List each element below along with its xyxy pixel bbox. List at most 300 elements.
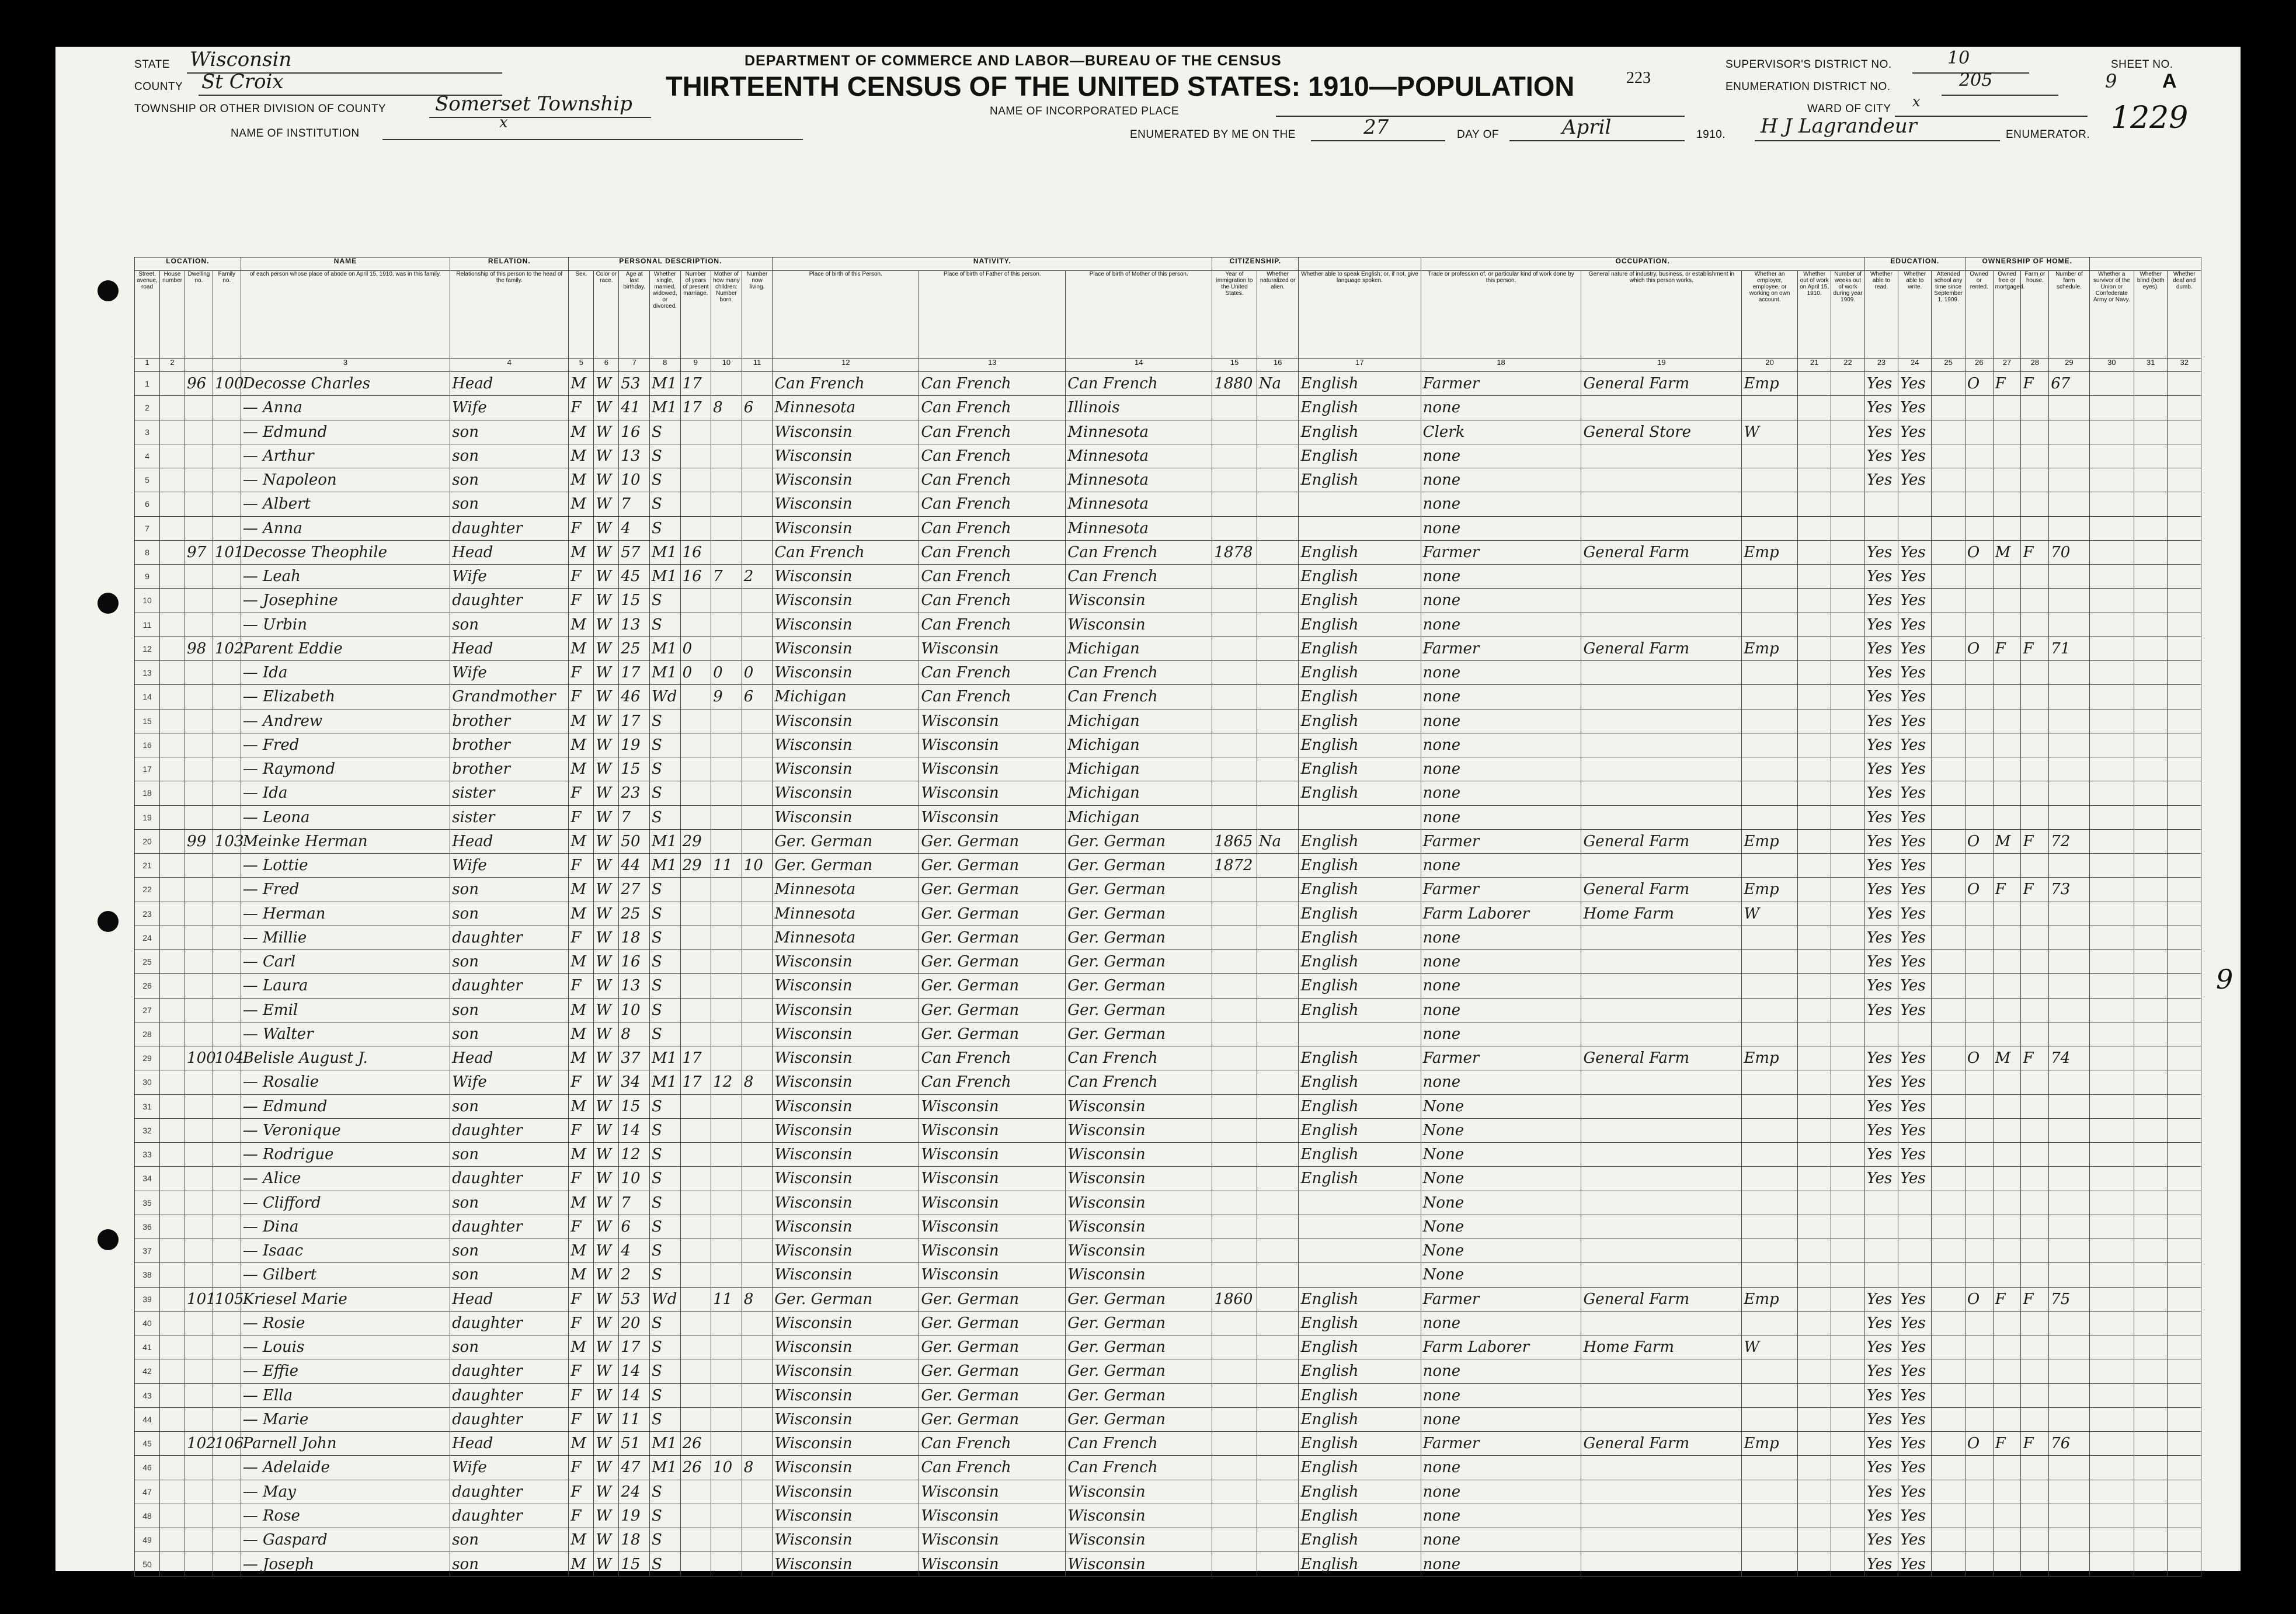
cell-rel: son [450, 1263, 569, 1287]
cell-name: — Alice [241, 1167, 450, 1191]
cell-sched [2049, 950, 2089, 974]
cell-rd: Yes [1864, 1456, 1898, 1480]
cell-nat [1257, 757, 1299, 781]
cell-yrs [680, 926, 711, 949]
cell-pb: Wisconsin [773, 516, 919, 540]
cell-dw [185, 1070, 213, 1094]
cell-liv: 8 [742, 1070, 773, 1094]
cell-own [1965, 1143, 1993, 1167]
empty-cell [1831, 1528, 1864, 1552]
cell-rel: son [450, 1143, 569, 1167]
cell-ind [1581, 1118, 1742, 1142]
cell-fam [213, 444, 241, 468]
cell-dw: 99 [185, 829, 213, 853]
empty-cell [2168, 589, 2201, 613]
cell-age: 13 [619, 613, 650, 636]
cell-mb: Michigan [1066, 781, 1212, 805]
cell-occ: none [1421, 1456, 1581, 1480]
cell-sched [2049, 516, 2089, 540]
cell-pb: Wisconsin [773, 1239, 919, 1263]
cell-imm: 1860 [1212, 1287, 1257, 1311]
cell-nat [1257, 636, 1299, 660]
cell-name: — Lottie [241, 854, 450, 878]
cell-pb: Wisconsin [773, 757, 919, 781]
empty-cell [1797, 805, 1831, 829]
cell-sex: F [569, 1383, 594, 1407]
line-number: 25 [135, 950, 160, 974]
cell-rd: Yes [1864, 1118, 1898, 1142]
cell-nat [1257, 1480, 1299, 1504]
cell-occ: Farmer [1421, 878, 1581, 902]
empty-cell [1831, 709, 1864, 733]
cell-imm [1212, 1480, 1257, 1504]
empty-cell [2168, 878, 2201, 902]
cell-mb: Wisconsin [1066, 1118, 1212, 1142]
cell-emp: Emp [1742, 1432, 1798, 1456]
empty-cell [1932, 1167, 1965, 1191]
empty-cell [160, 492, 185, 516]
cell-ind [1581, 1022, 1742, 1046]
cell-race: W [594, 1118, 619, 1142]
empty-cell [1932, 1359, 1965, 1383]
cell-wr: Yes [1898, 636, 1932, 660]
cell-emp [1742, 1191, 1798, 1215]
empty-cell [2089, 1407, 2134, 1431]
empty-cell [2089, 1094, 2134, 1118]
cell-pb: Wisconsin [773, 492, 919, 516]
cell-born [711, 444, 742, 468]
cell-occ: None [1421, 1215, 1581, 1239]
empty-cell [2134, 1528, 2168, 1552]
cell-rd [1864, 1191, 1898, 1215]
cell-sched [2049, 1191, 2089, 1215]
cell-rd: Yes [1864, 854, 1898, 878]
cell-name: — Leah [241, 565, 450, 589]
cell-lang [1299, 1191, 1421, 1215]
cell-fam [213, 1263, 241, 1287]
cell-farm: F [2021, 1287, 2049, 1311]
empty-cell [2089, 1456, 2134, 1480]
cell-liv [742, 829, 773, 853]
table-row [135, 1480, 2201, 1504]
empty-cell [2168, 661, 2201, 685]
cell-name: — Effie [241, 1359, 450, 1383]
cell-born [711, 1480, 742, 1504]
cell-name: — Ida [241, 661, 450, 685]
cell-sex: M [569, 492, 594, 516]
cell-farm [2021, 589, 2049, 613]
empty-cell [2089, 661, 2134, 685]
cell-own [1965, 1215, 1993, 1239]
cell-sex: M [569, 468, 594, 492]
cell-rel: Head [450, 372, 569, 396]
cell-ind: General Farm [1581, 636, 1742, 660]
cell-name: — Millie [241, 926, 450, 949]
enumerator-label: ENUMERATOR. [2006, 128, 2090, 141]
table-row [135, 878, 2201, 902]
enumeration-value: 205 [1959, 70, 1993, 91]
cell-imm [1212, 805, 1257, 829]
empty-cell [2134, 613, 2168, 636]
cell-imm [1212, 1191, 1257, 1215]
cell-ind [1581, 781, 1742, 805]
cell-dw [185, 1094, 213, 1118]
cell-occ: Farmer [1421, 540, 1581, 564]
empty-cell [2168, 757, 2201, 781]
cell-lang: English [1299, 636, 1421, 660]
table-row [135, 1239, 2201, 1263]
cell-born [711, 1528, 742, 1552]
cell-dw [185, 1263, 213, 1287]
institution-label: NAME OF INSTITUTION [231, 127, 360, 140]
day-of-label: DAY OF [1457, 128, 1499, 141]
cell-age: 11 [619, 1407, 650, 1431]
cell-born [711, 1432, 742, 1456]
cell-fam [213, 1070, 241, 1094]
cell-rel: daughter [450, 1215, 569, 1239]
empty-cell [1831, 444, 1864, 468]
cell-born [711, 1504, 742, 1528]
cell-pb: Minnesota [773, 926, 919, 949]
cell-lang: English [1299, 757, 1421, 781]
cell-imm [1212, 1407, 1257, 1431]
enumerated-label: ENUMERATED BY ME ON THE [1130, 128, 1296, 141]
cell-wr: Yes [1898, 444, 1932, 468]
empty-cell [1831, 1070, 1864, 1094]
cell-sched [2049, 1143, 2089, 1167]
empty-cell [1932, 661, 1965, 685]
cell-dw: 96 [185, 372, 213, 396]
cell-race: W [594, 1528, 619, 1552]
group-misc [2089, 258, 2201, 271]
empty-cell [1932, 444, 1965, 468]
cell-wr: Yes [1898, 396, 1932, 420]
empty-cell [160, 878, 185, 902]
cell-lang: English [1299, 829, 1421, 853]
cell-race: W [594, 1143, 619, 1167]
table-row [135, 1143, 2201, 1167]
empty-cell [160, 444, 185, 468]
cell-age: 17 [619, 661, 650, 685]
cell-age: 19 [619, 1504, 650, 1528]
empty-cell [1932, 396, 1965, 420]
cell-sched [2049, 396, 2089, 420]
cell-dw [185, 613, 213, 636]
cell-lang: English [1299, 998, 1421, 1022]
cell-wr [1898, 1215, 1932, 1239]
empty-cell [2134, 372, 2168, 396]
cell-fb: Wisconsin [919, 1118, 1066, 1142]
cell-rd [1864, 492, 1898, 516]
empty-cell [1797, 1432, 1831, 1456]
cell-rd: Yes [1864, 1070, 1898, 1094]
cell-farm: F [2021, 1432, 2049, 1456]
cell-ms: M1 [649, 1070, 680, 1094]
cell-emp [1742, 1022, 1798, 1046]
cell-dw [185, 468, 213, 492]
cell-age: 13 [619, 974, 650, 998]
empty-cell [2134, 636, 2168, 660]
cell-nat [1257, 516, 1299, 540]
cell-yrs [680, 781, 711, 805]
cell-sex: M [569, 540, 594, 564]
cell-name: — Ella [241, 1383, 450, 1407]
cell-ms: S [649, 1311, 680, 1335]
empty-cell [1932, 902, 1965, 926]
cell-sex: M [569, 613, 594, 636]
cell-imm: 1872 [1212, 854, 1257, 878]
cell-rd: Yes [1864, 540, 1898, 564]
cell-name: — Herman [241, 902, 450, 926]
empty-cell [1831, 1383, 1864, 1407]
cell-rd: Yes [1864, 1359, 1898, 1383]
empty-cell [1797, 1263, 1831, 1287]
cell-fb: Ger. German [919, 1359, 1066, 1383]
cell-imm [1212, 1552, 1257, 1577]
cell-free [1993, 1359, 2021, 1383]
cell-fb: Can French [919, 372, 1066, 396]
cell-lang [1299, 805, 1421, 829]
cell-yrs: 26 [680, 1456, 711, 1480]
cell-name: — Andrew [241, 709, 450, 733]
cell-rd: Yes [1864, 1335, 1898, 1359]
cell-dw [185, 781, 213, 805]
column-number: 30 [2089, 359, 2134, 372]
empty-cell [160, 420, 185, 444]
empty-cell [2134, 1335, 2168, 1359]
cell-born [711, 372, 742, 396]
table-row [135, 1215, 2201, 1239]
cell-free: M [1993, 829, 2021, 853]
empty-cell [2089, 1263, 2134, 1287]
census-sheet [55, 47, 2241, 1571]
cell-pb: Wisconsin [773, 1070, 919, 1094]
empty-cell [2168, 540, 2201, 564]
empty-cell [2168, 1094, 2201, 1118]
empty-cell [1831, 974, 1864, 998]
cell-mb: Wisconsin [1066, 1167, 1212, 1191]
cell-pb: Wisconsin [773, 709, 919, 733]
cell-emp [1742, 565, 1798, 589]
column-number: 10 [711, 359, 742, 372]
cell-free: F [1993, 878, 2021, 902]
line-number: 37 [135, 1239, 160, 1263]
cell-imm [1212, 1239, 1257, 1263]
year-label: 1910. [1696, 128, 1726, 141]
cell-wr: Yes [1898, 1407, 1932, 1431]
empty-cell [2168, 1432, 2201, 1456]
cell-farm [2021, 733, 2049, 757]
cell-fb: Wisconsin [919, 805, 1066, 829]
empty-cell [1831, 1504, 1864, 1528]
cell-fam [213, 661, 241, 685]
cell-mb: Wisconsin [1066, 613, 1212, 636]
cell-ind [1581, 1456, 1742, 1480]
empty-cell [2089, 613, 2134, 636]
empty-cell [2089, 878, 2134, 902]
empty-cell [2168, 1118, 2201, 1142]
empty-cell [1831, 1239, 1864, 1263]
empty-cell [2134, 1504, 2168, 1528]
cell-wr [1898, 516, 1932, 540]
cell-pb: Wisconsin [773, 805, 919, 829]
empty-cell [1932, 589, 1965, 613]
cell-imm [1212, 974, 1257, 998]
cell-occ: None [1421, 1118, 1581, 1142]
column-header: Place of birth of Mother of this person. [1066, 271, 1212, 359]
cell-mb: Ger. German [1066, 1359, 1212, 1383]
cell-race: W [594, 420, 619, 444]
cell-farm [2021, 685, 2049, 709]
table-row [135, 1432, 2201, 1456]
cell-rd: Yes [1864, 1167, 1898, 1191]
empty-cell [1932, 420, 1965, 444]
cell-wr: Yes [1898, 1480, 1932, 1504]
empty-cell [2134, 492, 2168, 516]
empty-cell [2134, 1407, 2168, 1431]
cell-mb: Ger. German [1066, 1335, 1212, 1359]
cell-lang: English [1299, 1456, 1421, 1480]
cell-fam [213, 1552, 241, 1577]
cell-sched [2049, 589, 2089, 613]
cell-dw [185, 854, 213, 878]
table-row [135, 444, 2201, 468]
cell-nat [1257, 1167, 1299, 1191]
cell-fam [213, 926, 241, 949]
cell-age: 15 [619, 1552, 650, 1577]
cell-ms: S [649, 757, 680, 781]
cell-own [1965, 1407, 1993, 1431]
cell-wr [1898, 492, 1932, 516]
enumerated-day: 27 [1363, 116, 1389, 139]
cell-yrs: 29 [680, 829, 711, 853]
line-number: 6 [135, 492, 160, 516]
cell-occ: None [1421, 1191, 1581, 1215]
cell-ms: S [649, 1383, 680, 1407]
cell-born [711, 757, 742, 781]
cell-wr: Yes [1898, 902, 1932, 926]
cell-emp: Emp [1742, 372, 1798, 396]
cell-ind [1581, 974, 1742, 998]
cell-rel: son [450, 1022, 569, 1046]
cell-rel: Wife [450, 565, 569, 589]
empty-cell [2168, 372, 2201, 396]
cell-nat [1257, 540, 1299, 564]
cell-fam [213, 1215, 241, 1239]
enumerator-name: H J Lagrandeur [1761, 114, 1917, 138]
cell-fb: Wisconsin [919, 1215, 1066, 1239]
cell-liv: 0 [742, 661, 773, 685]
cell-ms: S [649, 420, 680, 444]
table-row [135, 589, 2201, 613]
cell-race: W [594, 1022, 619, 1046]
cell-pb: Wisconsin [773, 1022, 919, 1046]
empty-cell [1831, 565, 1864, 589]
cell-yrs [680, 805, 711, 829]
empty-cell [1932, 950, 1965, 974]
cell-emp [1742, 1552, 1798, 1577]
cell-free [1993, 1191, 2021, 1215]
cell-ind [1581, 1407, 1742, 1431]
empty-cell [2134, 1191, 2168, 1215]
cell-rel: Wife [450, 1456, 569, 1480]
empty-cell [1797, 1335, 1831, 1359]
cell-age: 10 [619, 468, 650, 492]
empty-cell [160, 1552, 185, 1577]
cell-free [1993, 396, 2021, 420]
empty-cell [1932, 878, 1965, 902]
cell-liv: 2 [742, 565, 773, 589]
cell-rel: daughter [450, 1167, 569, 1191]
empty-cell [2089, 1022, 2134, 1046]
cell-fam [213, 733, 241, 757]
cell-sex: M [569, 902, 594, 926]
empty-cell [2089, 1215, 2134, 1239]
line-number: 39 [135, 1287, 160, 1311]
cell-ms: S [649, 733, 680, 757]
empty-cell [160, 468, 185, 492]
cell-free [1993, 661, 2021, 685]
empty-cell [160, 1335, 185, 1359]
county-label: COUNTY [134, 81, 183, 93]
cell-sched [2049, 1167, 2089, 1191]
cell-sex: F [569, 974, 594, 998]
cell-wr: Yes [1898, 372, 1932, 396]
cell-sched [2049, 902, 2089, 926]
cell-race: W [594, 636, 619, 660]
cell-farm: F [2021, 636, 2049, 660]
cell-ms: S [649, 1167, 680, 1191]
cell-emp [1742, 854, 1798, 878]
empty-cell [160, 829, 185, 853]
cell-fam [213, 878, 241, 902]
cell-lang [1299, 1239, 1421, 1263]
cell-lang: English [1299, 1528, 1421, 1552]
cell-emp [1742, 1456, 1798, 1480]
cell-nat [1257, 854, 1299, 878]
cell-farm [2021, 1480, 2049, 1504]
cell-emp: W [1742, 1335, 1798, 1359]
cell-imm: 1865 [1212, 829, 1257, 853]
cell-mb: Wisconsin [1066, 1239, 1212, 1263]
column-number: 19 [1581, 359, 1742, 372]
cell-liv [742, 1215, 773, 1239]
empty-cell [2089, 1070, 2134, 1094]
empty-cell [1831, 1094, 1864, 1118]
cell-farm [2021, 1407, 2049, 1431]
cell-lang: English [1299, 540, 1421, 564]
cell-lang: English [1299, 589, 1421, 613]
cell-fam: 101 [213, 540, 241, 564]
table-row [135, 974, 2201, 998]
cell-rd: Yes [1864, 685, 1898, 709]
cell-pb: Wisconsin [773, 1263, 919, 1287]
empty-cell [2168, 1504, 2201, 1528]
empty-cell [1831, 1432, 1864, 1456]
cell-dw [185, 685, 213, 709]
cell-lang: English [1299, 1407, 1421, 1431]
cell-dw [185, 1191, 213, 1215]
cell-yrs [680, 468, 711, 492]
cell-emp [1742, 1263, 1798, 1287]
empty-cell [2134, 805, 2168, 829]
cell-emp [1742, 1143, 1798, 1167]
cell-yrs: 17 [680, 396, 711, 420]
cell-race: W [594, 516, 619, 540]
group-language [1299, 258, 1421, 271]
empty-cell [160, 1528, 185, 1552]
line-number: 18 [135, 781, 160, 805]
